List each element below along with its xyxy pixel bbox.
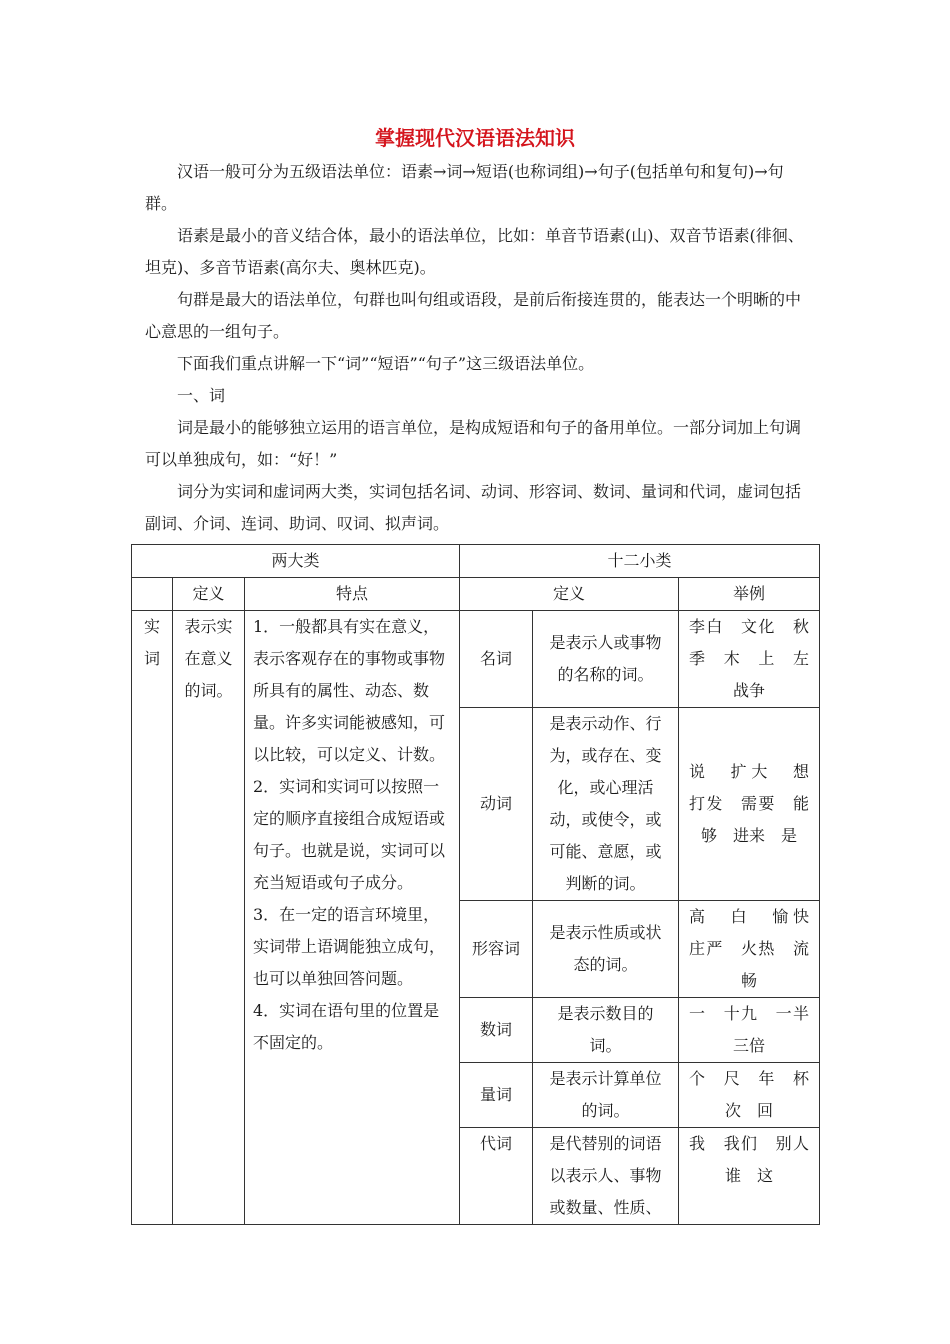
category-name-cell [132,611,173,1225]
subclass-example-cell [679,1063,826,1128]
header-examples: 举例 [679,578,820,611]
subclass-example: 高 白 愉快 庄严 火热 流畅 [689,907,826,990]
header-two-categories: 两大类 [132,545,460,578]
table-header-row-1 [132,545,820,578]
feature-item: 1．一般都具有实在意义，表示客观存在的事物或事物所具有的属性、动态、数量。许多实词能被感知，可以比较，可以定义、计数。 [253,617,446,764]
paragraph-word-classes: 词分为实词和虚词两大类，实词包括名词、动词、形容词、数词、量词和代词，虚词包括副词、介词、连词、助词、叹词、拟声词。 [145,482,802,533]
subclass-definition-cell [533,708,679,901]
paragraph-morpheme: 语素是最小的音义结合体，最小的语法单位，比如：单音节语素(山)、双音节语素(徘徊、坦克)、多音节语素(高尔夫、奥林匹克)。 [145,226,804,277]
subclass-definition: 是表示数目的词。 [557,1004,654,1055]
subclass-definition-cell [533,901,679,998]
header-definition: 定义 [173,578,245,611]
paragraph-sentence-group: 句群是最大的语法单位，句群也叫句组或语段，是前后衔接连贯的，能表达一个明晰的中心意思的一组句子。 [145,290,802,341]
subclass-name: 数词 [460,998,533,1063]
subclass-name: 形容词 [460,901,533,998]
subclass-definition: 是表示性质或状态的词。 [549,923,662,974]
paragraph-word-definition: 词是最小的能够独立运用的语言单位，是构成短语和句子的备用单位。一部分词加上句调可以单独成句，如：“好！” [145,418,802,469]
subclass-example-cell [679,998,826,1063]
paragraph-grammar-units: 汉语一般可分为五级语法单位：语素→词→短语(也称词组)→句子(包括单句和复句)→句群。 [145,162,784,213]
section-heading-word: 一、词 [177,386,226,405]
header-subclass-definition: 定义 [460,578,679,611]
subclass-example: 个 尺 年 杯 次 回 [689,1069,826,1120]
paragraph-focus: 下面我们重点讲解一下“词”“短语”“句子”这三级语法单位。 [177,354,595,373]
subclass-example: 李白 文化 秋季 木 上 左 战争 [689,617,826,700]
subclass-definition: 是表示计算单位的词。 [549,1069,662,1120]
subclass-example: 我 我们 别人 谁 这 [689,1134,826,1185]
subclass-name: 动词 [460,708,533,901]
category-definition-cell [173,611,245,1225]
feature-item: 2．实词和实词可以按照一定的顺序直接组合成短语或句子。也就是说，实词可以充当短语或句子成分。 [253,777,446,892]
subclass-example: 一 十九 一半 三倍 [689,1004,826,1055]
subclass-name: 名词 [460,611,533,708]
page-title: 掌握现代汉语语法知识 [375,126,575,150]
header-features: 特点 [245,578,460,611]
subclass-example: 说 扩大 想 打发 需要 能够 进来 是 [689,762,826,845]
table-header-row-2 [132,578,820,611]
header-twelve-subclasses: 十二小类 [460,545,820,578]
category-name: 实词 [143,617,160,668]
category-features-cell [245,611,460,1225]
subclass-definition: 是表示动作、行为，或存在、变化，或心理活动，或使令，或可能、意愿，或判断的词。 [549,714,662,893]
subclass-definition-cell [533,611,679,708]
subclass-example-cell [679,1128,826,1225]
subclass-example-cell [679,901,826,998]
subclass-definition: 是代替别的词语以表示人、事物或数量、性质、 [549,1134,662,1217]
subclass-definition: 是表示人或事物的名称的词。 [549,633,662,684]
subclass-definition-cell [533,1063,679,1128]
subclass-definition-cell [533,1128,679,1225]
category-definition: 表示实在意义的词。 [184,617,233,700]
header-empty-cell [132,578,173,611]
subclass-name: 代词 [460,1128,533,1225]
subclass-name: 量词 [460,1063,533,1128]
subclass-example-cell [679,708,826,901]
feature-item: 3．在一定的语言环境里，实词带上语调能独立成句，也可以单独回答问题。 [253,905,446,988]
subclass-example-cell [679,611,826,708]
subclass-definition-cell [533,998,679,1063]
table-row [132,611,820,708]
feature-item: 4．实词在语句里的位置是不固定的。 [253,1001,440,1052]
word-class-table [131,544,826,1225]
